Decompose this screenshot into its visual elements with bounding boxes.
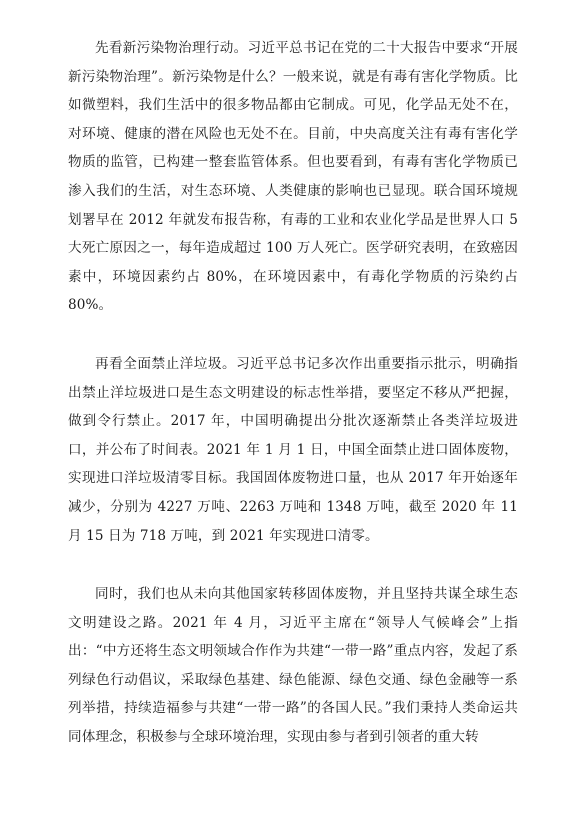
paragraph-foreign-waste-ban: 再看全面禁止洋垃圾。习近平总书记多次作出重要指示批示，明确指出禁止洋垃圾进口是生态文明建设的标志性举措，要坚定不移从严把握，做到令行禁止。2017 年，中国明确提出分批次逐渐禁止各类洋垃圾进口，并公布了时间表。2021 年 1 月 1 日，中国全面禁止进口固体废物，实现进口洋垃圾清零目标。我国固体废物进口量，也从 2017 年开始逐年减少，分别为 4227 万吨、2263 万吨和 1348 万吨，截至 2020 年 11 月 15 日为 718 万吨，到 2021 年实现进口清零。 bbox=[68, 355, 518, 544]
paragraph-global-governance: 同时，我们也从未向其他国家转移固体废物，并且坚持共谋全球生态文明建设之路。2021 年 4 月，习近平主席在“领导人气候峰会”上指出：“中方还将生态文明领域合作作为共建“一带一路”重点内容，发起了系列绿色行动倡议，采取绿色基建、绿色能源、绿色交通、绿色金融等一系列举措，持续造福参与共建“一带一路”的各国人民。”我们秉持人类命运共同体理念，积极参与全球环境治理，实现由参与者到引领者的重大转 bbox=[68, 586, 518, 746]
paragraph-new-pollutants: 先看新污染物治理行动。习近平总书记在党的二十大报告中要求“开展新污染物治理”。新污染物是什么？一般来说，就是有毒有害化学物质。比如微塑料，我们生活中的很多物品都由它制成。可见，化学品无处不在，对环境、健康的潜在风险也无处不在。目前，中央高度关注有毒有害化学物质的监管，已构建一整套监管体系。但也要看到，有毒有害化学物质已渗入我们的生活，对生态环境、人类健康的影响也已显现。联合国环境规划署早在 2012 年就发布报告称，有毒的工业和农业化学品是世界人口 5 大死亡原因之一，每年造成超过 100 万人死亡。医学研究表明，在致癌因素中，环境因素约占 80%，在环境因素中，有毒化学物质的污染约占 80%。 bbox=[68, 40, 518, 314]
